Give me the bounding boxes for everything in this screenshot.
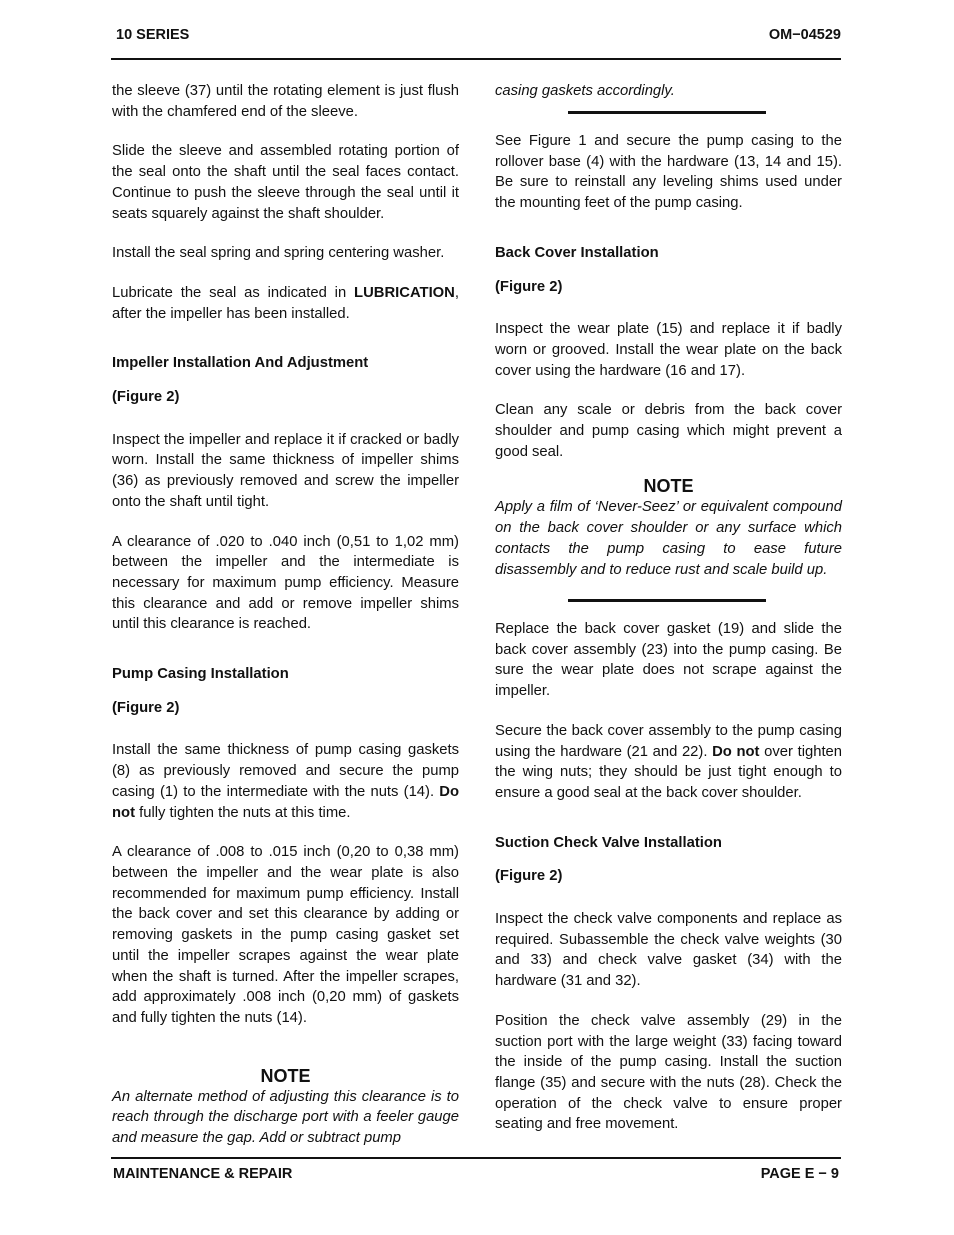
right-column <box>495 81 842 102</box>
paragraph: Slide the sleeve and assembled rotating portion of the seal onto the shaft until the seal faces contact. Continue to push the sleeve through the seal until it seats squarely against the shaft shoulder. <box>112 143 459 222</box>
series-label: 10 SERIES <box>116 27 190 43</box>
section-heading: Back Cover Installation <box>495 244 659 261</box>
right-column-body <box>495 131 842 580</box>
note-end-bar <box>568 111 766 114</box>
paragraph: Install the seal spring and spring centering washer. <box>112 245 445 262</box>
paragraph: Install the same thickness of pump casing gaskets (8) as previously removed and secure the pump casing (1) to the intermediate with the nuts (14). Do not fully tighten the nuts at this time. <box>112 742 459 821</box>
section-heading: Pump Casing Installation <box>112 666 289 683</box>
paragraph: See Figure 1 and secure the pump casing to the rollover base (4) with the hardware (13, 14 and 15). Be sure to reinstall any leveling shims used under the mounting feet of the pump casing. <box>495 133 842 212</box>
page-header <box>111 27 841 45</box>
paragraph: Secure the back cover assembly to the pump casing using the hardware (21 and 22). Do not over tighten the wing nuts; they should be just tight enough to ensure a good seal at the back cover shoulder. <box>495 722 843 801</box>
section-name: MAINTENANCE & REPAIR <box>113 1166 293 1182</box>
paragraph: Clean any scale or debris from the back cover shoulder and pump casing which might prevent a good seal. <box>495 402 842 460</box>
figure-reference: (Figure 2) <box>112 699 180 716</box>
figure-reference: (Figure 2) <box>112 389 180 406</box>
document-number: OM−04529 <box>768 27 841 43</box>
section-heading: Suction Check Valve Installation <box>495 834 722 851</box>
paragraph: Lubricate the seal as indicated in LUBRICATION, after the impeller has been installed. <box>112 284 459 322</box>
paragraph: the sleeve (37) until the rotating element is just flush with the chamfered end of the sleeve. <box>112 83 459 120</box>
paragraph: Inspect the impeller and replace it if cracked or badly worn. Install the same thickness of impeller shims (36) as previously removed and screw the impeller onto the shaft until tight. <box>112 431 459 510</box>
paragraph: A clearance of .020 to .040 inch (0,51 to 1,02 mm) between the impeller and the intermediate is necessary for maximum pump efficiency. Measure this clearance and add or remove impeller shims until this clearance is reached. <box>112 533 459 633</box>
right-column-lower <box>495 619 842 1135</box>
header-rule <box>111 58 841 60</box>
paragraph: Position the check valve assembly (29) in the suction port with the large weight (33) facing toward the inside of the pump casing. Install the suction flange (35) and secure with the nuts (28). Check the operation of the check valve to ensure proper seating and free movement. <box>495 1012 842 1133</box>
figure-reference: (Figure 2) <box>495 868 563 885</box>
paragraph: Inspect the check valve components and replace as required. Subassemble the check valve weights (30 and 33) and check valve gasket (34) with the hardware (31 and 32). <box>495 911 842 990</box>
note-title: NOTE <box>643 476 694 497</box>
note-end-bar <box>568 599 766 602</box>
lubrication-reference: LUBRICATION <box>354 284 455 301</box>
section-heading: Impeller Installation And Adjustment <box>112 355 369 372</box>
footer-rule <box>111 1157 841 1159</box>
note-continuation: casing gaskets accordingly. <box>495 83 675 99</box>
page-number: PAGE E − 9 <box>760 1166 839 1182</box>
note-text: An alternate method of adjusting this clearance is to reach through the discharge port with a feeler gauge and measure the gap. Add or subtract pump <box>112 1088 459 1147</box>
paragraph: Replace the back cover gasket (19) and slide the back cover assembly (23) into the pump casing. Be sure the wear plate does not scrape against the impeller. <box>495 621 842 700</box>
paragraph: A clearance of .008 to .015 inch (0,20 to 0,38 mm) between the impeller and the wear plate is also recommended for maximum pump efficiency. Install the back cover and set this clearance by adding or removing gaskets in the pump casing gasket set until the impeller scrapes against the wear plate when the shaft is turned. After the impeller scrapes, add approximately .008 inch (0,20 mm) of gaskets and fully tighten the nuts (14). <box>112 844 459 1026</box>
figure-reference: (Figure 2) <box>495 278 563 295</box>
note-title: NOTE <box>260 1065 311 1086</box>
note-text: Apply a film of ‘Never-Seez’ or equivalent compound on the back cover shoulder or any surface which contacts the pump casing to ease future disassembly and to reduce rust and scale build up. <box>495 499 842 578</box>
paragraph: Inspect the wear plate (15) and replace it if badly worn or grooved. Install the wear plate on the back cover using the hardware (16 and 17). <box>495 321 842 379</box>
left-column <box>112 81 459 1149</box>
